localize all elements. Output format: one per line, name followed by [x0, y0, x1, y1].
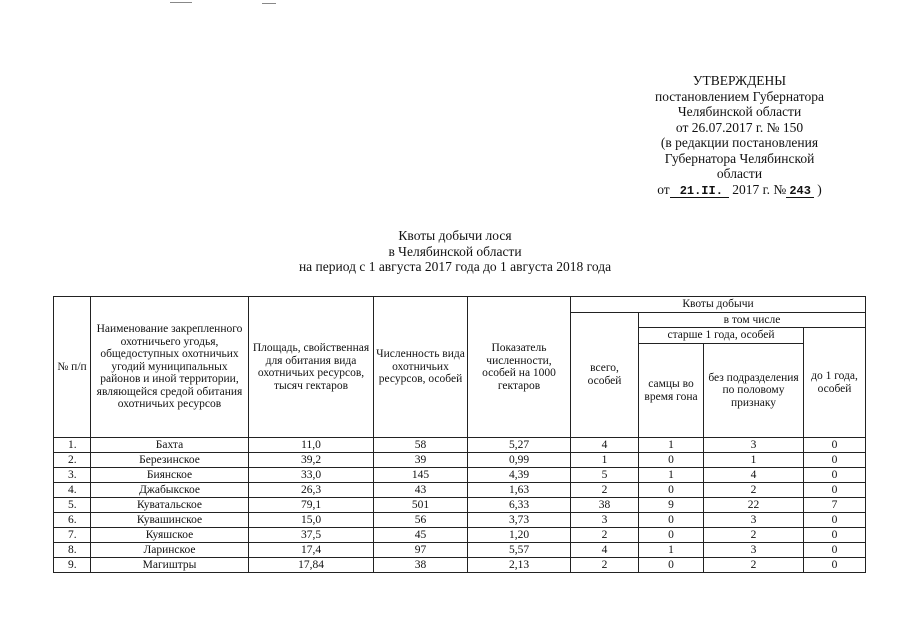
table-row — [54, 468, 866, 483]
approval-stamp — [632, 73, 847, 198]
scan-mark — [262, 3, 276, 4]
cell-area: 11,0 — [249, 438, 374, 453]
cell-males: 1 — [639, 438, 704, 453]
cell-young: 0 — [804, 468, 866, 483]
cell-young: 0 — [804, 483, 866, 498]
cell-num: 4. — [54, 483, 91, 498]
cell-nosex: 3 — [704, 438, 804, 453]
cell-young: 0 — [804, 438, 866, 453]
cell-num: 1. — [54, 438, 91, 453]
cell-density: 6,33 — [468, 498, 571, 513]
cell-population: 58 — [374, 438, 468, 453]
cell-nosex: 3 — [704, 543, 804, 558]
cell-name: Джабыкское — [91, 483, 249, 498]
cell-males: 0 — [639, 528, 704, 543]
header-older: старше 1 года, особей — [639, 328, 804, 344]
cell-density: 5,27 — [468, 438, 571, 453]
cell-total: 5 — [571, 468, 639, 483]
approval-line: Губернатора Челябинской — [664, 150, 815, 166]
cell-density: 1,20 — [468, 528, 571, 543]
cell-name: Бахта — [91, 438, 249, 453]
header-population: Численность вида охотничьих ресурсов, особей — [374, 297, 468, 438]
cell-density: 5,57 — [468, 543, 571, 558]
cell-num: 7. — [54, 528, 91, 543]
cell-num: 8. — [54, 543, 91, 558]
cell-num: 2. — [54, 453, 91, 468]
cell-nosex: 3 — [704, 513, 804, 528]
header-num: № п/п — [54, 297, 91, 438]
cell-young: 0 — [804, 453, 866, 468]
cell-males: 0 — [639, 558, 704, 573]
cell-young: 0 — [804, 513, 866, 528]
cell-males: 9 — [639, 498, 704, 513]
cell-nosex: 2 — [704, 483, 804, 498]
cell-num: 9. — [54, 558, 91, 573]
cell-nosex: 1 — [704, 453, 804, 468]
cell-area: 15,0 — [249, 513, 374, 528]
cell-population: 145 — [374, 468, 468, 483]
header-nosex: без подразделения по половому признаку — [704, 344, 804, 438]
cell-nosex: 22 — [704, 498, 804, 513]
header-males: самцы во время гона — [639, 344, 704, 438]
cell-area: 26,3 — [249, 483, 374, 498]
header-density: Показатель численности, особей на 1000 гектаров — [468, 297, 571, 438]
header-area: Площадь, свойственная для обитания вида охотничьих ресурсов, тысяч гектаров — [249, 297, 374, 438]
cell-total: 4 — [571, 438, 639, 453]
cell-density: 0,99 — [468, 453, 571, 468]
table-body — [54, 438, 866, 573]
approval-date-handwritten: 21.II. — [670, 185, 729, 198]
table-header — [54, 297, 866, 438]
cell-density: 1,63 — [468, 483, 571, 498]
approval-line: УТВЕРЖДЕНЫ — [692, 73, 787, 88]
approval-date-year: 2017 г. № — [732, 181, 787, 197]
cell-males: 1 — [639, 468, 704, 483]
cell-area: 39,2 — [249, 453, 374, 468]
cell-males: 0 — [639, 513, 704, 528]
table-row — [54, 558, 866, 573]
approval-date-line — [632, 182, 847, 198]
cell-num: 5. — [54, 498, 91, 513]
cell-total: 4 — [571, 543, 639, 558]
cell-total: 38 — [571, 498, 639, 513]
cell-density: 2,13 — [468, 558, 571, 573]
cell-population: 56 — [374, 513, 468, 528]
header-name: Наименование закрепленного охотничьего угодья, общедоступных охотничьих угодий муниципальных районов и иной территории, являющейся средой обитания охотничьих ресурсов — [91, 297, 249, 438]
title-line-2: в Челябинской области — [388, 243, 522, 259]
approval-line: области — [716, 166, 763, 181]
cell-area: 37,5 — [249, 528, 374, 543]
approval-line: постановлением Губернатора — [655, 88, 824, 104]
cell-total: 3 — [571, 513, 639, 528]
cell-population: 97 — [374, 543, 468, 558]
cell-males: 0 — [639, 453, 704, 468]
cell-num: 6. — [54, 513, 91, 528]
cell-nosex: 4 — [704, 468, 804, 483]
approval-line: (в редакции постановления — [660, 135, 819, 150]
cell-name: Куватальское — [91, 498, 249, 513]
cell-name: Магиштры — [91, 558, 249, 573]
table-row — [54, 543, 866, 558]
cell-total: 2 — [571, 558, 639, 573]
header-including: в том числе — [639, 312, 866, 328]
cell-population: 38 — [374, 558, 468, 573]
cell-population: 45 — [374, 528, 468, 543]
cell-young: 7 — [804, 498, 866, 513]
cell-area: 17,84 — [249, 558, 374, 573]
approval-line: Челябинской области — [677, 104, 802, 119]
table-row — [54, 453, 866, 468]
header-young: до 1 года, особей — [804, 328, 866, 438]
cell-area: 17,4 — [249, 543, 374, 558]
scan-mark — [170, 2, 192, 3]
cell-population: 501 — [374, 498, 468, 513]
cell-young: 0 — [804, 543, 866, 558]
header-quotas: Квоты добычи — [571, 297, 866, 313]
cell-area: 79,1 — [249, 498, 374, 513]
approval-date-prefix: от — [657, 181, 670, 197]
table-row — [54, 438, 866, 453]
cell-area: 33,0 — [249, 468, 374, 483]
header-total: всего, особей — [571, 312, 639, 438]
cell-density: 3,73 — [468, 513, 571, 528]
cell-name: Березинское — [91, 453, 249, 468]
cell-name: Кувашинское — [91, 513, 249, 528]
cell-population: 43 — [374, 483, 468, 498]
cell-population: 39 — [374, 453, 468, 468]
approval-line: от 26.07.2017 г. № 150 — [675, 119, 804, 135]
cell-males: 1 — [639, 543, 704, 558]
cell-name: Ларинское — [91, 543, 249, 558]
title-line-3: на период с 1 августа 2017 года до 1 августа 2018 года — [298, 259, 612, 274]
approval-date-suffix: ) — [817, 181, 822, 197]
cell-young: 0 — [804, 558, 866, 573]
table-row — [54, 513, 866, 528]
approval-number-handwritten: 243 — [786, 185, 814, 198]
cell-num: 3. — [54, 468, 91, 483]
table-row — [54, 498, 866, 513]
cell-total: 2 — [571, 483, 639, 498]
cell-nosex: 2 — [704, 528, 804, 543]
title-line-1: Квоты добычи лося — [398, 228, 512, 243]
table-row — [54, 528, 866, 543]
cell-name: Биянское — [91, 468, 249, 483]
cell-name: Куяшское — [91, 528, 249, 543]
cell-density: 4,39 — [468, 468, 571, 483]
cell-total: 2 — [571, 528, 639, 543]
cell-nosex: 2 — [704, 558, 804, 573]
cell-total: 1 — [571, 453, 639, 468]
document-title — [240, 228, 670, 275]
cell-males: 0 — [639, 483, 704, 498]
cell-young: 0 — [804, 528, 866, 543]
quota-table — [53, 296, 866, 573]
table-row — [54, 483, 866, 498]
